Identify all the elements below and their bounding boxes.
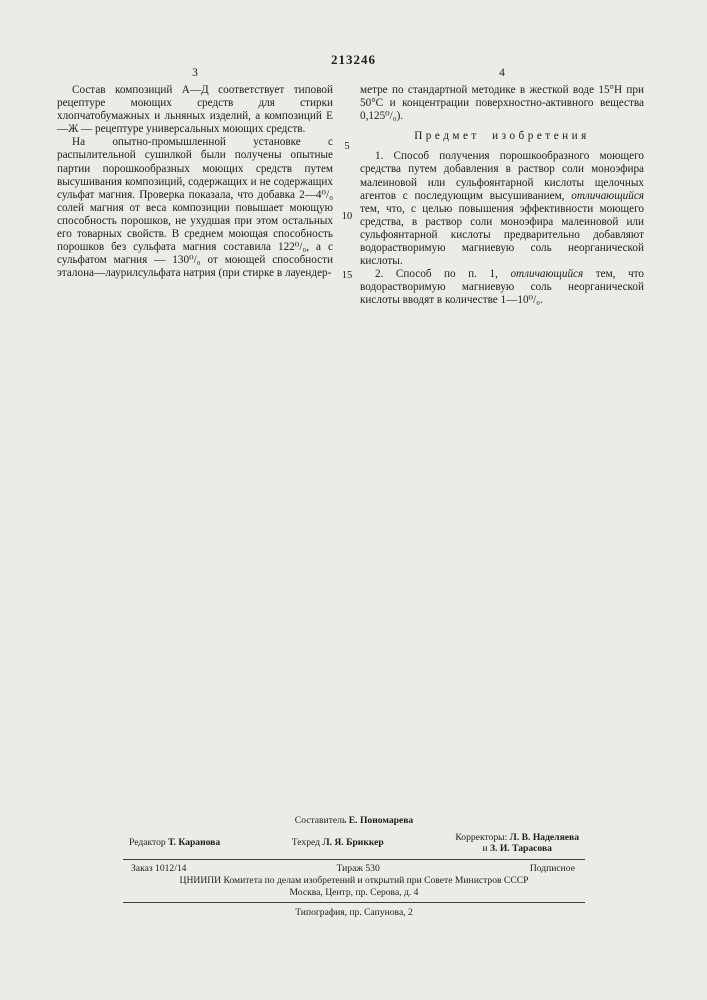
compiler-label: Составитель <box>294 815 347 826</box>
print-run: Тираж 530 <box>336 862 380 874</box>
claim-2-text-continued: тем, что водорастворимую магниевую соль неорганической кислоты вводят в количестве 1—10⁰/₀. <box>360 268 644 307</box>
gutter-line-number-15: 15 <box>341 270 353 281</box>
correctors-label: Корректоры: <box>455 831 508 843</box>
imprint-divider-top <box>123 859 585 860</box>
corrector-2-prefix: и <box>482 843 488 854</box>
techred-label: Техред <box>291 837 321 849</box>
corrector-1-name: Л. В. Наделяева <box>509 831 579 843</box>
claim-1-text: 1. Способ получения порошкообразного моющего средства путем добавления в раствор соли моноэфира малеиновой или сульфоянтарной кислоты щелочных агентов с последующим высушиванием, <box>360 150 644 202</box>
page-number-left: 3 <box>192 67 198 79</box>
staff-credits-row <box>123 832 585 855</box>
body-paragraph-1: Состав композиций А—Д соответствует типовой рецептуре моющих средств для стирки хлопчатобумажных и льняных изделий, а композиций Е—Ж — рецептуре универсальных моющих средств. <box>57 84 333 136</box>
compiler-name: Е. Пономарева <box>348 815 414 826</box>
correctors-line-1 <box>455 832 579 844</box>
claim-1 <box>360 150 644 268</box>
organization-line: ЦНИИПИ Комитета по делам изобретений и открытий при Совете Министров СССР <box>179 875 529 886</box>
gutter-line-number-10: 10 <box>341 211 353 222</box>
compiler-credit <box>123 815 585 827</box>
editor-credit <box>129 837 220 849</box>
claim-2-text: 2. Способ по п. 1, <box>375 268 511 281</box>
claims-heading: Предмет изобретения <box>414 130 590 143</box>
left-text-column <box>57 84 333 280</box>
gutter-line-number-5: 5 <box>344 141 350 152</box>
imprint-divider-bottom <box>123 902 585 903</box>
right-text-column <box>360 84 644 308</box>
claim-1-italic-term: отличающийся <box>571 189 644 202</box>
claim-1-text-continued: тем, что, с целью повышения эффективности моющего средства, в раствор соли моноэфира малеиновой или сульфоянтарной кислоты предварительно добавляют водорастворимую магниевую соль неорганической кислоты. <box>360 202 644 268</box>
typography-line: Типография, пр. Сапунова, 2 <box>295 907 413 918</box>
page-number-right: 4 <box>499 67 505 79</box>
claim-2-italic-term: отличающийся <box>510 268 584 281</box>
body-paragraph-continuation: метре по стандартной методике в жесткой воде 15°Н при 50°С и концентрации поверхностно-активного вещества 0,125⁰/₀). <box>360 84 644 123</box>
subscription-note: Подписное <box>529 862 575 874</box>
editor-label: Редактор <box>129 837 166 849</box>
imprint-block <box>123 815 585 919</box>
address-line: Москва, Центр, пр. Серова, д. 4 <box>289 886 419 898</box>
body-paragraph-2: На опытно-промышленной установке с распылительной сушилкой были получены опытные партии порошкообразных моющих средств путем высушивания композиций, содержащих и не содержащих сульфат магния. Проверка показала, что добавка 2—4⁰/₀ солей магния от веса композиции повышает моющую способность порошков, не ухудшая при этом остальных его товарных свойств. В среднем моющая способность порошков без сульфата магния составила 122⁰/₀, а с сульфатом магния — 130⁰/₀ от моющей способности эталона—лаурилсульфата натрия (при стирке в лауендер- <box>57 136 333 280</box>
techred-name: Л. Я. Бриккер <box>322 837 384 849</box>
techred-credit <box>292 837 384 849</box>
order-row <box>123 863 585 875</box>
correctors-line-2 <box>455 843 579 855</box>
claim-2 <box>360 268 644 307</box>
correctors-credit <box>455 832 579 855</box>
editor-name: Т. Каранова <box>168 837 221 849</box>
corrector-2-name: З. И. Тарасова <box>489 843 552 854</box>
order-number: Заказ 1012/14 <box>131 862 187 874</box>
patent-number: 213246 <box>331 52 376 67</box>
